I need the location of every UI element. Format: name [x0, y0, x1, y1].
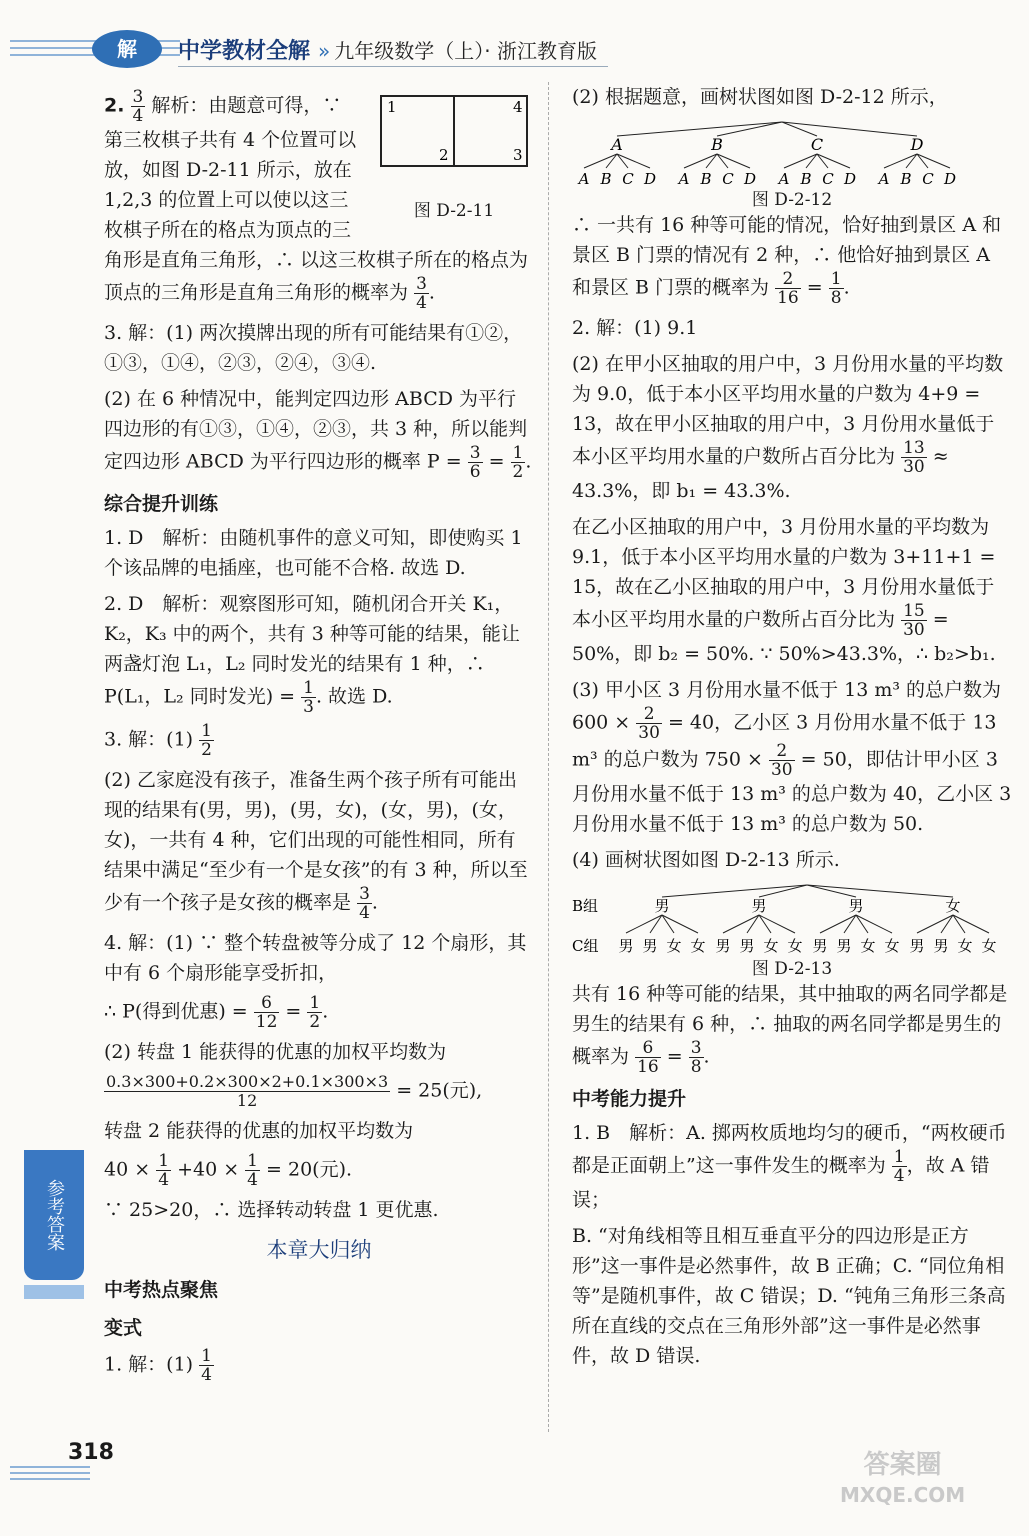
exercise-4-part2: (2) 转盘 1 能获得的优惠的加权平均数为 — [104, 1041, 447, 1063]
answer-s2-part2: (2) 在甲小区抽取的用户中，3 月份用水量的平均数为 9.0，低于本小区平均用水量的户数为 4+9 = 13，故在甲小区抽取的用户中，3 月份用水量低于本小区平均用水量的户数所占百分比为 $\frac{13}{30}$ ≈ 43.3%，即 b₁ = 43.3%. — [572, 353, 1004, 502]
section-heading: 综合提升训练 — [104, 493, 219, 515]
tree-node-label: 男 — [654, 897, 670, 915]
answer-s2-part5: (4) 画树状图如图 D-2-13 所示. — [572, 849, 840, 871]
exercise-4-part1: 4. 解：(1) ∵ 整个转盘被等分成了 12 个扇形，其中有 6 个扇形能享受折扣， — [104, 932, 527, 984]
tree-svg-1 — [572, 118, 992, 190]
tree-leaf-label: D — [643, 170, 657, 188]
fraction: $\frac{3}{4}$ — [416, 274, 427, 313]
tree-row-label-b: B组 — [572, 897, 599, 915]
column-divider — [548, 82, 549, 1432]
tree-leaf-label: B — [600, 170, 612, 188]
answer-3-part1: 3. 解：(1) 两次摸牌出现的所有可能结果有①②，①③，①④，②③，②④，③④. — [104, 322, 523, 374]
tree-node-label: B — [711, 135, 723, 154]
tree-node-label: 女 — [945, 897, 961, 915]
watermark-line2: MXQE.COM — [840, 1483, 966, 1507]
tree-leaf-label: C — [922, 170, 934, 188]
tree-node-label: D — [910, 135, 924, 154]
tree-leaf-label: B — [900, 170, 912, 188]
tree-leaf-label: 男 — [933, 937, 949, 955]
tree-leaf-label: C — [822, 170, 834, 188]
tree-leaf-label: A — [678, 170, 690, 188]
grid-label-3: 3 — [513, 146, 523, 164]
tree-leaf-label: D — [743, 170, 757, 188]
tree-diagram-d-2-12 — [572, 118, 1012, 210]
tree-leaf-label: 男 — [715, 937, 731, 955]
grid-label-4: 4 — [513, 98, 523, 116]
equation-1: $\frac{0.3\times 300+0.2\times 300\times 2+0.1\times 300\times 3}{12}$ = 25(元), — [106, 1072, 483, 1110]
tree-leaf-label: 男 — [836, 937, 852, 955]
answer-3-part2: (2) 在 6 种情况中，能判定四边形 ABCD 为平行四边形的有①③，①④，②③，共 3 种，所以能判定四边形 ABCD 为平行四边形的概率 P = $\frac{3}{6}$ = $\frac{1}{2}$ . — [104, 388, 532, 482]
grid-label-1: 1 — [387, 98, 397, 116]
exercise-3-part2: (2) 乙家庭没有孩子，准备生两个孩子所有可能出现的结果有(男，男)，(男，女)，(女，男)，(女，女)，一共有 4 种，它们出现的可能性相同，所有结果中满足“至少有一个是女孩”的有 3 种，所以至少有一个孩子是女孩的概率是 $\frac{3}{4}$ . — [104, 769, 528, 923]
header-rule — [178, 66, 608, 67]
tree-node-label: 男 — [848, 897, 864, 915]
side-tab-answers: 参考答案 — [24, 1150, 84, 1280]
figure-caption: 图 D-2-11 — [413, 201, 495, 221]
tree-leaf-label: B — [800, 170, 812, 188]
tree-row-label-c: C组 — [572, 937, 599, 955]
figure-d-2-11 — [374, 94, 534, 226]
tree-leaf-label: A — [578, 170, 590, 188]
answer-s2-part6: 共有 16 种等可能的结果，其中抽取的两名同学都是男生的结果有 6 种，∴ 抽取的两名同学都是男生的概率为 $\frac{6}{16}$ = $\frac{3}{8}$ . — [572, 983, 1008, 1077]
grid-label-2: 2 — [439, 146, 449, 164]
tree-branch — [662, 885, 807, 897]
tree-leaf-label: A — [778, 170, 790, 188]
tree-leaf-label: 女 — [787, 937, 803, 955]
right-column — [572, 82, 1012, 1377]
exam-1-cont: B. “对角线相等且相互垂直平分的四边形是正方形”这一事件是必然事件，故 B 正确；C. “同位角相等”是随机事件，故 C 错误；D. “钝角三角形三条高所在直线的交点在三角形外部”这一事件是必然事件，故 D 错误. — [572, 1225, 1006, 1367]
tree-node-label: C — [810, 135, 824, 154]
tree-branch — [807, 885, 953, 897]
exercise-2: 2. D 解析：观察图形可知，随机闭合开关 K₁，K₂，K₃ 中的两个，共有 3 种等可能的结果，能让两盏灯泡 L₁，L₂ 同时发光的结果有 1 种，∴ P(L₁，L₂ 同时发光) = $\frac{1}{3}$ . 故选 D. — [104, 593, 520, 717]
page-header — [0, 0, 1029, 80]
tree-leaf-label: 女 — [860, 937, 876, 955]
answer-s2-part3: 在乙小区抽取的用户中，3 月份用水量的平均数为 9.1，低于本小区平均用水量的户数为 3+11+1 = 15，故在乙小区抽取的用户中，3 月份用水量低于本小区平均用水量的户数所占百分比为 $\frac{15}{30}$ = 50%，即 b₂ = 50%. ∵ 50%>43.3%，∴ b₂>b₁. — [572, 516, 996, 665]
section-heading: 中考能力提升 — [572, 1088, 687, 1110]
chevron-right-icon: » — [318, 39, 331, 63]
figure-caption: 图 D-2-13 — [751, 959, 833, 979]
tree-leaf-label: B — [700, 170, 712, 188]
exercise-4-conclusion: ∵ 25>20，∴ 选择转动转盘 1 更优惠. — [104, 1199, 439, 1221]
figure-caption: 图 D-2-12 — [751, 190, 833, 210]
tree-leaf-label: 女 — [666, 937, 682, 955]
tree-leaf-label: C — [622, 170, 634, 188]
watermark-line1: 答案圈 — [863, 1450, 942, 1480]
equation-2: 40 × $\frac{1}{4}$ +40 × $\frac{1}{4}$ = 20(元). — [104, 1151, 353, 1190]
section-heading: 变式 — [104, 1317, 143, 1339]
variant-1: 1. 解：(1) $\frac{1}{4}$ — [104, 1346, 212, 1385]
exercise-4-prob: ∴ P(得到优惠) = $\frac{6}{12}$ = $\frac{1}{2}$ . — [104, 993, 329, 1032]
answer-r2: ∴ 一共有 16 种等可能的情况，恰好抽到景区 A 和景区 B 门票的情况有 2 种，∴ 他恰好抽到景区 A 和景区 B 门票的概率为 $\frac{2}{16}$ = $\frac{1}{8}$ . — [572, 214, 1002, 308]
tree-branch — [617, 122, 782, 136]
tree-leaf-label: 女 — [981, 937, 997, 955]
tree-leaf-label: 女 — [957, 937, 973, 955]
tree-leaf-label: 男 — [739, 937, 755, 955]
watermark — [840, 1450, 965, 1510]
tree-node-label: 男 — [751, 897, 767, 915]
tree-leaf-label: D — [943, 170, 957, 188]
answer-2: 2. $\frac{3}{4}$ 解析：由题意可得，∵ 第三枚棋子共有 4 个位置可以放，如图 D-2-11 所示，放在 1,2,3 的位置上可以使以这三枚棋子所在的格点为顶点的三角形是直角三角形，∴ 以这三枚棋子所在的格点为顶点的三角形是直角三角形的概率为 $\frac{3}{4}$ . — [104, 87, 529, 313]
tree-node-label: A — [611, 135, 623, 154]
tree-leaf-label: 女 — [690, 937, 706, 955]
section-heading: 中考热点聚焦 — [104, 1279, 219, 1301]
tree-diagram-d-2-13 — [572, 881, 1012, 979]
tree-branch — [717, 122, 782, 136]
side-tab-strip — [24, 1285, 84, 1299]
exam-1: 1. B 解析：A. 掷两枚质地均匀的硬币，“两枚硬币都是正面朝上”这一事件发生的概率为 $\frac{1}{4}$ ，故 A 错误； — [572, 1122, 1007, 1211]
tree-leaf-label: 女 — [763, 937, 779, 955]
tree-leaf-label: 男 — [909, 937, 925, 955]
tree-leaf-label: 女 — [884, 937, 900, 955]
fraction: $\frac{3}{4}$ — [132, 87, 144, 126]
tree-leaf-label: 男 — [618, 937, 634, 955]
exercise-4-part3: 转盘 2 能获得的优惠的加权平均数为 — [104, 1120, 414, 1142]
page-number: 318 — [68, 1440, 114, 1465]
chapter-summary-title: 本章大归纳 — [266, 1238, 372, 1262]
answer-s2-part4: (3) 甲小区 3 月份用水量不低于 13 m³ 的总户数为 600 × $\frac{2}{30}$ = 40，乙小区 3 月份用水量不低于 13 m³ 的总户数为 750 × $\frac{2}{30}$ = 50，即估计甲小区 3 月份用水量不低于 13 m³ 的总户数为 40，乙小区 3 月份用水量不低于 13 m³ 的总户数为 50. — [572, 679, 1012, 835]
grid-diagram — [379, 94, 529, 186]
tree-leaf-label: D — [843, 170, 857, 188]
book-logo: 解 — [92, 30, 162, 68]
tree-leaf-label: C — [722, 170, 734, 188]
exercise-3-part1: 3. 解：(1) $\frac{1}{2}$ — [104, 721, 212, 760]
answer-s2-part1: 2. 解：(1) 9.1 — [572, 317, 698, 339]
tree-leaf-label: 男 — [642, 937, 658, 955]
answer-r1: (2) 根据题意，画树状图如图 D-2-12 所示， — [572, 86, 948, 108]
page-number-decoration — [10, 1466, 90, 1484]
left-column — [104, 88, 534, 1390]
tree-svg-2 — [572, 881, 1002, 959]
breadcrumb — [318, 35, 597, 64]
tree-leaf-label: A — [878, 170, 890, 188]
breadcrumb-text: 九年级数学（上）· 浙江教育版 — [334, 39, 597, 63]
exercise-1: 1. D 解析：由随机事件的意义可知，即使购买 1 个该品牌的电插座，也可能不合格. 故选 D. — [104, 527, 523, 579]
tree-leaf-label: 男 — [812, 937, 828, 955]
tree-branch — [782, 122, 917, 136]
book-brand: 中学教材全解 — [178, 39, 311, 64]
